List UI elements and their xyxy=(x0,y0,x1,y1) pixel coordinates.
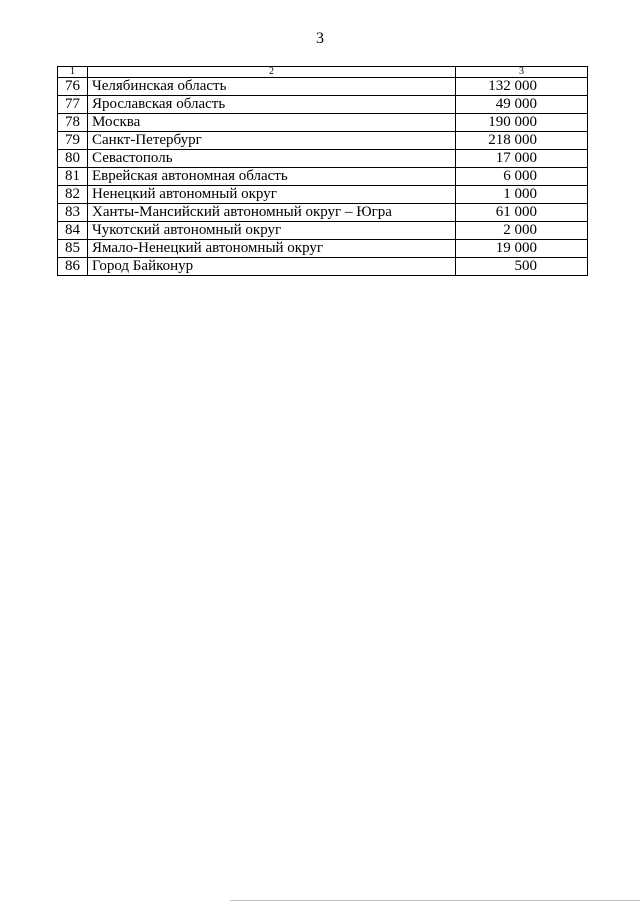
row-number: 86 xyxy=(58,258,88,276)
table-row xyxy=(58,150,588,168)
row-number: 84 xyxy=(58,222,88,240)
table-row xyxy=(58,114,588,132)
header-col-3: 3 xyxy=(456,67,588,78)
region-value: 2 000 xyxy=(456,222,588,240)
table-row xyxy=(58,204,588,222)
row-number: 78 xyxy=(58,114,88,132)
region-value: 19 000 xyxy=(456,240,588,258)
table-row xyxy=(58,222,588,240)
region-name: Город Байконур xyxy=(88,258,456,276)
row-number: 79 xyxy=(58,132,88,150)
header-row xyxy=(58,67,588,78)
row-number: 76 xyxy=(58,78,88,96)
region-value: 61 000 xyxy=(456,204,588,222)
table-body xyxy=(58,78,588,276)
table-row xyxy=(58,186,588,204)
region-value: 6 000 xyxy=(456,168,588,186)
region-name: Ханты-Мансийский автономный округ – Югра xyxy=(88,204,456,222)
region-name: Севастополь xyxy=(88,150,456,168)
row-number: 82 xyxy=(58,186,88,204)
region-value: 190 000 xyxy=(456,114,588,132)
region-value: 1 000 xyxy=(456,186,588,204)
table-row xyxy=(58,168,588,186)
region-name: Санкт-Петербург xyxy=(88,132,456,150)
header-col-1: 1 xyxy=(58,67,88,78)
table-row xyxy=(58,132,588,150)
page-number: 3 xyxy=(316,30,324,47)
scan-edge-line xyxy=(230,900,640,901)
region-value: 17 000 xyxy=(456,150,588,168)
row-number: 77 xyxy=(58,96,88,114)
region-value: 218 000 xyxy=(456,132,588,150)
data-table xyxy=(57,66,588,276)
header-col-2: 2 xyxy=(88,67,456,78)
region-name: Челябинская область xyxy=(88,78,456,96)
table-row xyxy=(58,258,588,276)
region-value: 49 000 xyxy=(456,96,588,114)
region-name: Чукотский автономный округ xyxy=(88,222,456,240)
region-name: Ямало-Ненецкий автономный округ xyxy=(88,240,456,258)
row-number: 81 xyxy=(58,168,88,186)
region-name: Ненецкий автономный округ xyxy=(88,186,456,204)
row-number: 85 xyxy=(58,240,88,258)
region-name: Москва xyxy=(88,114,456,132)
region-value: 500 xyxy=(456,258,588,276)
region-value: 132 000 xyxy=(456,78,588,96)
table-header xyxy=(58,67,588,78)
table-row xyxy=(58,240,588,258)
table-row xyxy=(58,78,588,96)
row-number: 80 xyxy=(58,150,88,168)
table-row xyxy=(58,96,588,114)
region-name: Ярославская область xyxy=(88,96,456,114)
region-name: Еврейская автономная область xyxy=(88,168,456,186)
row-number: 83 xyxy=(58,204,88,222)
